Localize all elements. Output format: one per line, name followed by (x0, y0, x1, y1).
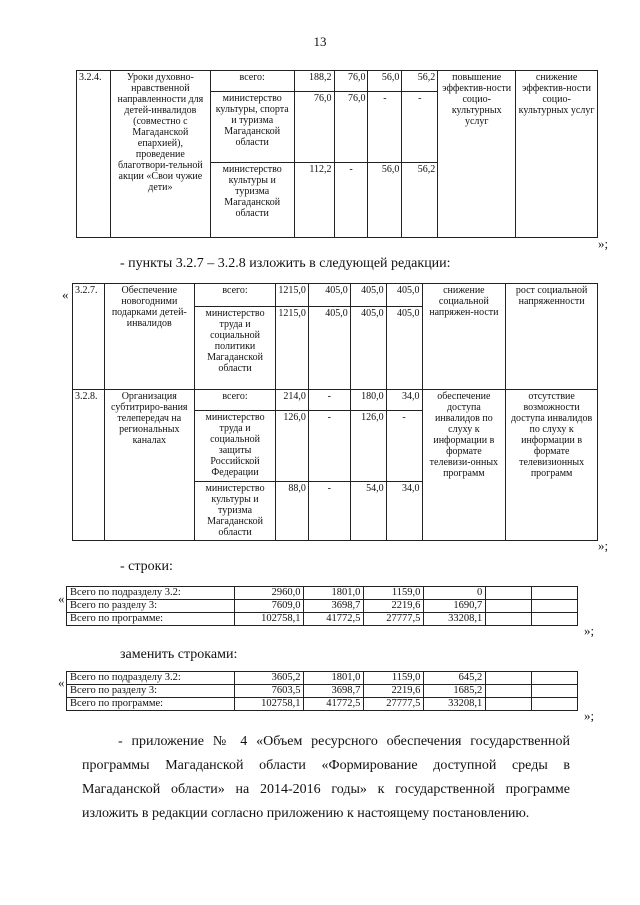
cell-value: 405,0 (386, 307, 422, 390)
cell-value: 3605,2 (234, 672, 304, 685)
cell-value: 1159,0 (364, 587, 424, 600)
result-negative: отсутствие возможности доступа инвалидов по слуху к информации в формате телевизионных программ (506, 390, 598, 541)
cell-value: 1215,0 (276, 284, 309, 307)
row-label: Всего по подразделу 3.2: (67, 672, 235, 685)
cell-value: - (386, 411, 422, 482)
item-number: 3.2.4. (77, 71, 111, 238)
source: министерство культуры и туризма Магаданской области (210, 163, 294, 238)
table-row (73, 284, 598, 307)
opening-quote: « (62, 287, 69, 302)
table-row (67, 587, 578, 600)
cell-value: 645,2 (424, 672, 486, 685)
cell-value: 0 (424, 587, 486, 600)
source: министерство культуры, спорта и туризма Магаданской области (210, 92, 294, 163)
empty-cell (486, 698, 532, 711)
empty-cell (532, 698, 578, 711)
cell-value: 1685,2 (424, 685, 486, 698)
result-positive: повышение эффектив-ности социо-культурных услуг (438, 71, 516, 238)
cell-value: 56,0 (368, 71, 402, 92)
source: министерство труда и социальной защиты Российской Федерации (194, 411, 276, 482)
cell-value: 34,0 (386, 482, 422, 541)
cell-value: - (308, 482, 350, 541)
cell-value: - (308, 411, 350, 482)
cell-value: 2219,6 (364, 685, 424, 698)
table-row (73, 390, 598, 411)
empty-cell (532, 672, 578, 685)
page-number: 13 (313, 34, 327, 49)
empty-cell (532, 685, 578, 698)
cell-value: 126,0 (276, 411, 309, 482)
cell-value: 41772,5 (304, 613, 364, 626)
cell-value: 214,0 (276, 390, 309, 411)
cell-value: 180,0 (350, 390, 386, 411)
cell-value: 405,0 (308, 307, 350, 390)
cell-value: 1801,0 (304, 587, 364, 600)
cell-value: 27777,5 (364, 698, 424, 711)
empty-cell (486, 600, 532, 613)
table-row (67, 685, 578, 698)
table-row (67, 698, 578, 711)
cell-value: 405,0 (386, 284, 422, 307)
table-row (67, 672, 578, 685)
item-name: Организация субтитриро-вания телепередач на региональных каналах (104, 390, 194, 541)
cell-value: - (402, 92, 438, 163)
row-label: Всего по разделу 3: (67, 685, 235, 698)
cell-value: 405,0 (308, 284, 350, 307)
cell-value: 405,0 (350, 307, 386, 390)
totals-new (66, 671, 578, 711)
source: министерство труда и социальной политики Магаданской области (194, 307, 276, 390)
source: всего: (210, 71, 294, 92)
opening-quote: « (58, 675, 65, 690)
row-label: Всего по программе: (67, 613, 235, 626)
result-negative: снижение эффектив-ности социо-культурных услуг (516, 71, 598, 238)
item-number: 3.2.8. (73, 390, 105, 541)
table-3-2-7-8 (72, 283, 598, 541)
paragraph-replace: заменить строками: (120, 647, 238, 662)
cell-value: 54,0 (350, 482, 386, 541)
totals-old (66, 586, 578, 626)
cell-value: 76,0 (334, 71, 368, 92)
empty-cell (532, 600, 578, 613)
cell-value: 7609,0 (234, 600, 304, 613)
cell-value: 56,0 (368, 163, 402, 238)
closing-quote: »; (598, 538, 609, 553)
cell-value: 2219,6 (364, 600, 424, 613)
result-positive: обеспечение доступа инвалидов по слуху к информации в формате телевизи-онных программ (422, 390, 506, 541)
table-row (67, 613, 578, 626)
cell-value: 3698,7 (304, 600, 364, 613)
cell-value: 405,0 (350, 284, 386, 307)
cell-value: 3698,7 (304, 685, 364, 698)
cell-value: 33208,1 (424, 698, 486, 711)
item-name: Уроки духовно-нравственной направленности для детей-инвалидов (совместно с Магаданской епархией), проведение благотвори-тельной акции «Свои чужие дети» (110, 71, 210, 238)
cell-value: 88,0 (276, 482, 309, 541)
empty-cell (532, 587, 578, 600)
cell-value: - (308, 390, 350, 411)
cell-value: 1215,0 (276, 307, 309, 390)
cell-value: 76,0 (294, 92, 334, 163)
empty-cell (486, 672, 532, 685)
cell-value: 112,2 (294, 163, 334, 238)
closing-quote: »; (584, 708, 595, 723)
result-positive: снижение социальной напряжен-ности (422, 284, 506, 390)
closing-quote: »; (598, 236, 609, 251)
cell-value: - (334, 163, 368, 238)
source: министерство культуры и туризма Магаданской области (194, 482, 276, 541)
cell-value: 56,2 (402, 163, 438, 238)
paragraph-points: - пункты 3.2.7 – 3.2.8 изложить в следующей редакции: (120, 256, 451, 271)
cell-value: 7603,5 (234, 685, 304, 698)
table-row (67, 600, 578, 613)
row-label: Всего по разделу 3: (67, 600, 235, 613)
cell-value: 33208,1 (424, 613, 486, 626)
cell-value: 102758,1 (234, 613, 304, 626)
cell-value: 34,0 (386, 390, 422, 411)
table-3-2-4 (76, 70, 598, 238)
empty-cell (486, 613, 532, 626)
row-label: Всего по подразделу 3.2: (67, 587, 235, 600)
empty-cell (532, 613, 578, 626)
cell-value: 1159,0 (364, 672, 424, 685)
cell-value: 102758,1 (234, 698, 304, 711)
source: всего: (194, 284, 276, 307)
cell-value: - (368, 92, 402, 163)
cell-value: 76,0 (334, 92, 368, 163)
cell-value: 41772,5 (304, 698, 364, 711)
result-negative: рост социальной напряженности (506, 284, 598, 390)
opening-quote: « (58, 591, 65, 606)
paragraph-rows: - строки: (120, 559, 173, 574)
cell-value: 188,2 (294, 71, 334, 92)
cell-value: 2960,0 (234, 587, 304, 600)
source: всего: (194, 390, 276, 411)
cell-value: 56,2 (402, 71, 438, 92)
cell-value: 1801,0 (304, 672, 364, 685)
item-number: 3.2.7. (73, 284, 105, 390)
row-label: Всего по программе: (67, 698, 235, 711)
empty-cell (486, 685, 532, 698)
empty-cell (486, 587, 532, 600)
cell-value: 126,0 (350, 411, 386, 482)
cell-value: 27777,5 (364, 613, 424, 626)
item-name: Обеспечение новогодними подарками детей-инвалидов (104, 284, 194, 390)
paragraph-appendix: - приложение № 4 «Объем ресурсного обеспечения государственной программы Магаданской области «Формирование доступной среды в Магаданской области» на 2014-2016 годы» к государственной программе изложить в редакции согласно приложению к настоящему постановлению. (82, 734, 570, 821)
cell-value: 1690,7 (424, 600, 486, 613)
table-row (77, 71, 598, 92)
closing-quote: »; (584, 623, 595, 638)
